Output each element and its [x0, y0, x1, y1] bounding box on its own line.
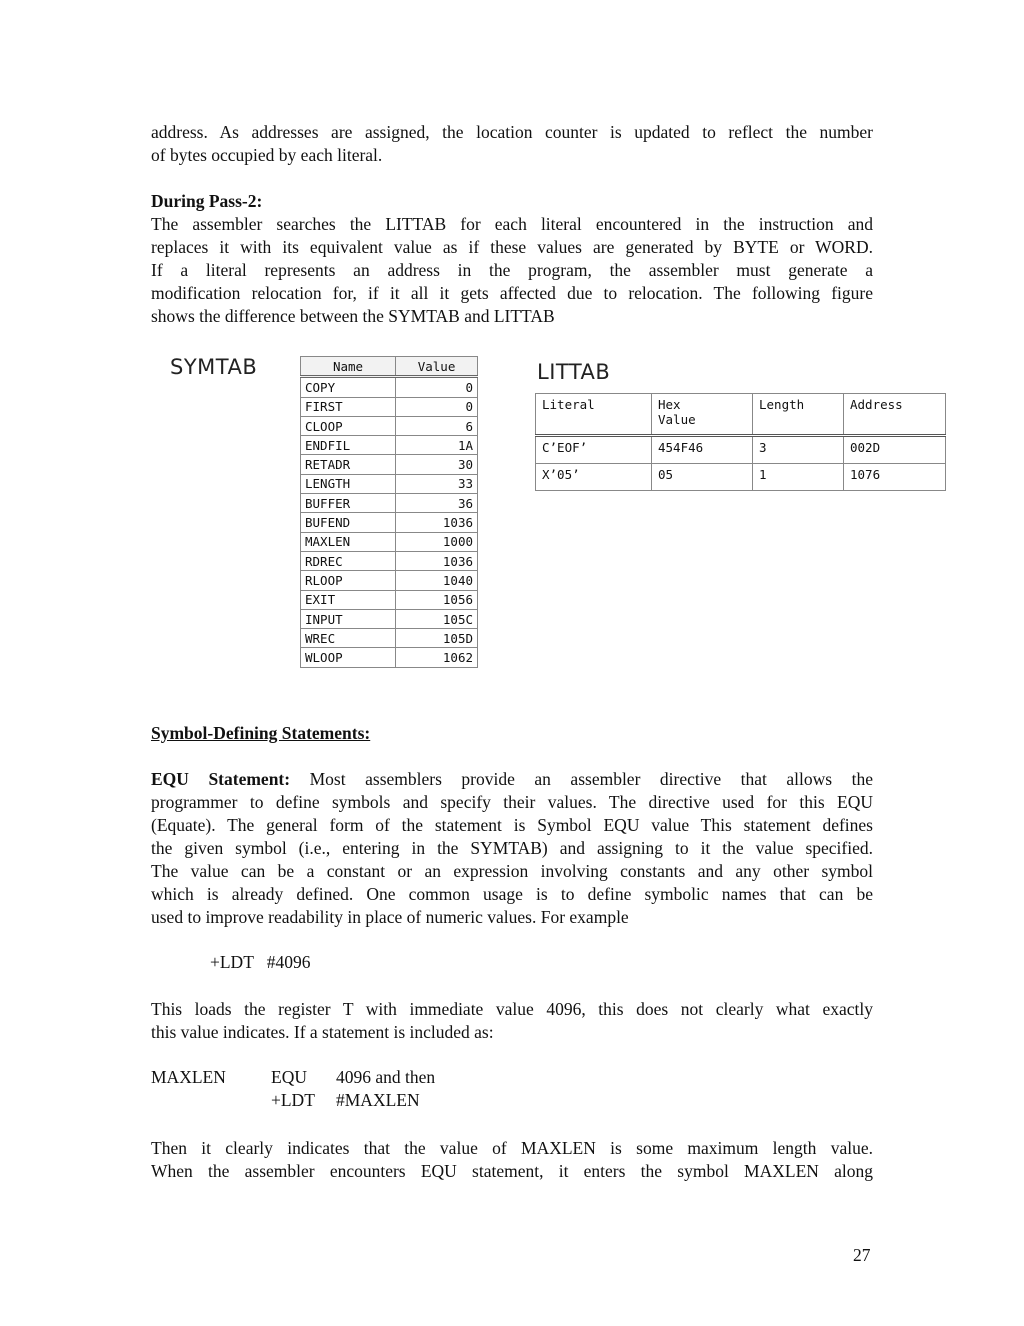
code-equ-value: 4096 and then — [336, 1067, 436, 1087]
littab-row — [536, 436, 946, 464]
symtab-cell-name: RDREC — [301, 551, 396, 570]
symtab-cell-value: 1036 — [396, 551, 478, 570]
equ-line-2: programmer to define symbols and specify their values. The directive used for this EQU — [151, 792, 873, 812]
symtab-row — [301, 416, 478, 435]
littab-cell-address: 002D — [844, 436, 946, 464]
symtab-cell-value: 105D — [396, 629, 478, 648]
symtab-row — [301, 648, 478, 667]
littab-title: LITTAB — [537, 360, 611, 384]
pass2-heading: During Pass-2: — [151, 191, 263, 211]
littab-cell-literal: C’EOF’ — [536, 436, 652, 464]
symtab-cell-value: 1A — [396, 436, 478, 455]
littab-cell-address: 1076 — [844, 464, 946, 491]
littab-row — [536, 464, 946, 491]
pass2-line-2: replaces it with its equivalent value as if these values are generated by BYTE or WORD. — [151, 237, 873, 257]
equ-line-1 — [151, 768, 873, 791]
symtab-title: SYMTAB — [170, 355, 258, 379]
symtab-cell-name: FIRST — [301, 397, 396, 416]
littab-header-hex-value: Hex Value — [652, 394, 753, 436]
symtab-cell-name: BUFFER — [301, 494, 396, 513]
symtab-row — [301, 532, 478, 551]
equ-line-4: the given symbol (i.e., entering in the SYMTAB) and assigning to it the value specified. — [151, 838, 873, 858]
symtab-cell-value: 1036 — [396, 513, 478, 532]
symtab-cell-value: 36 — [396, 494, 478, 513]
equ-line-5: The value can be a constant or an expression involving constants and any other symbol — [151, 861, 873, 881]
equ-line-7: used to improve readability in place of numeric values. For example — [151, 907, 629, 927]
littab-cell-literal: X’05’ — [536, 464, 652, 491]
intro-line-2: of bytes occupied by each literal. — [151, 145, 383, 165]
equ-paragraph — [151, 768, 873, 929]
then-line-2: When the assembler encounters EQU statement, it enters the symbol MAXLEN along — [151, 1161, 873, 1181]
symtab-cell-name: EXIT — [301, 590, 396, 609]
symtab-row — [301, 436, 478, 455]
symtab-cell-name: INPUT — [301, 609, 396, 628]
symtab-row — [301, 571, 478, 590]
symtab-header-value: Value — [396, 357, 478, 377]
littab-header-address: Address — [844, 394, 946, 436]
littab-cell-length: 3 — [753, 436, 844, 464]
symtab-cell-value: 1040 — [396, 571, 478, 590]
code-ldt2-op: +LDT — [271, 1090, 315, 1110]
symtab-row — [301, 397, 478, 416]
symtab-cell-name: RETADR — [301, 455, 396, 474]
symtab-row — [301, 551, 478, 570]
code-ldt-4096: +LDT #4096 — [210, 952, 311, 972]
intro-line-1: address. As addresses are assigned, the location counter is updated to reflect the number — [151, 122, 873, 142]
symtab-cell-name: WREC — [301, 629, 396, 648]
pass2-paragraph — [151, 213, 873, 328]
symtab-row — [301, 377, 478, 397]
symtab-row — [301, 455, 478, 474]
symtab-row — [301, 494, 478, 513]
littab-table — [535, 393, 946, 491]
equ-line-6: which is already defined. One common usage is to define symbolic names that can be — [151, 884, 873, 904]
page-number: 27 — [853, 1245, 871, 1265]
equ-line-3: (Equate). The general form of the statement is Symbol EQU value This statement defines — [151, 815, 873, 835]
symtab-cell-value: 30 — [396, 455, 478, 474]
symtab-row — [301, 609, 478, 628]
symtab-row — [301, 474, 478, 493]
symtab-table — [300, 356, 478, 668]
loads-paragraph — [151, 998, 873, 1044]
symtab-cell-name: LENGTH — [301, 474, 396, 493]
symtab-cell-value: 0 — [396, 397, 478, 416]
pass2-line-5: shows the difference between the SYMTAB and LITTAB — [151, 306, 555, 326]
code-ldt2-value: #MAXLEN — [336, 1090, 420, 1110]
symtab-cell-name: RLOOP — [301, 571, 396, 590]
symtab-cell-value: 33 — [396, 474, 478, 493]
symtab-cell-value: 0 — [396, 377, 478, 397]
pass2-line-3: If a literal represents an address in the program, the assembler must generate a — [151, 260, 873, 280]
intro-paragraph — [151, 121, 873, 167]
symtab-cell-value: 6 — [396, 416, 478, 435]
loads-line-1: This loads the register T with immediate value 4096, this does not clearly what exactly — [151, 999, 873, 1019]
symtab-row — [301, 629, 478, 648]
littab-header-literal: Literal — [536, 394, 652, 436]
littab-cell-hex-value: 454F46 — [652, 436, 753, 464]
then-paragraph — [151, 1137, 873, 1183]
littab-cell-length: 1 — [753, 464, 844, 491]
loads-line-2: this value indicates. If a statement is included as: — [151, 1022, 494, 1042]
pass2-line-1: The assembler searches the LITTAB for each literal encountered in the instruction and — [151, 214, 873, 234]
symtab-cell-value: 1056 — [396, 590, 478, 609]
then-line-1: Then it clearly indicates that the value of MAXLEN is some maximum length value. — [151, 1138, 873, 1158]
symtab-row — [301, 590, 478, 609]
symbol-defining-heading: Symbol-Defining Statements: — [151, 723, 371, 743]
pass2-line-4: modification relocation for, if it all it gets affected due to relocation. The following figure — [151, 283, 873, 303]
equ-label: EQU Statement: — [151, 769, 291, 789]
symtab-row — [301, 513, 478, 532]
symtab-cell-name: CLOOP — [301, 416, 396, 435]
symtab-header-name: Name — [301, 357, 396, 377]
symtab-cell-name: MAXLEN — [301, 532, 396, 551]
littab-header-length: Length — [753, 394, 844, 436]
code-equ-op: EQU — [271, 1067, 307, 1087]
symtab-cell-name: COPY — [301, 377, 396, 397]
symtab-cell-value: 105C — [396, 609, 478, 628]
symtab-cell-value: 1062 — [396, 648, 478, 667]
symtab-cell-name: WLOOP — [301, 648, 396, 667]
symtab-cell-value: 1000 — [396, 532, 478, 551]
equ-line-1-text: Most assemblers provide an assembler directive that allows the — [290, 769, 874, 789]
code-maxlen-label: MAXLEN — [151, 1067, 226, 1087]
symtab-cell-name: ENDFIL — [301, 436, 396, 455]
littab-cell-hex-value: 05 — [652, 464, 753, 491]
symtab-cell-name: BUFEND — [301, 513, 396, 532]
